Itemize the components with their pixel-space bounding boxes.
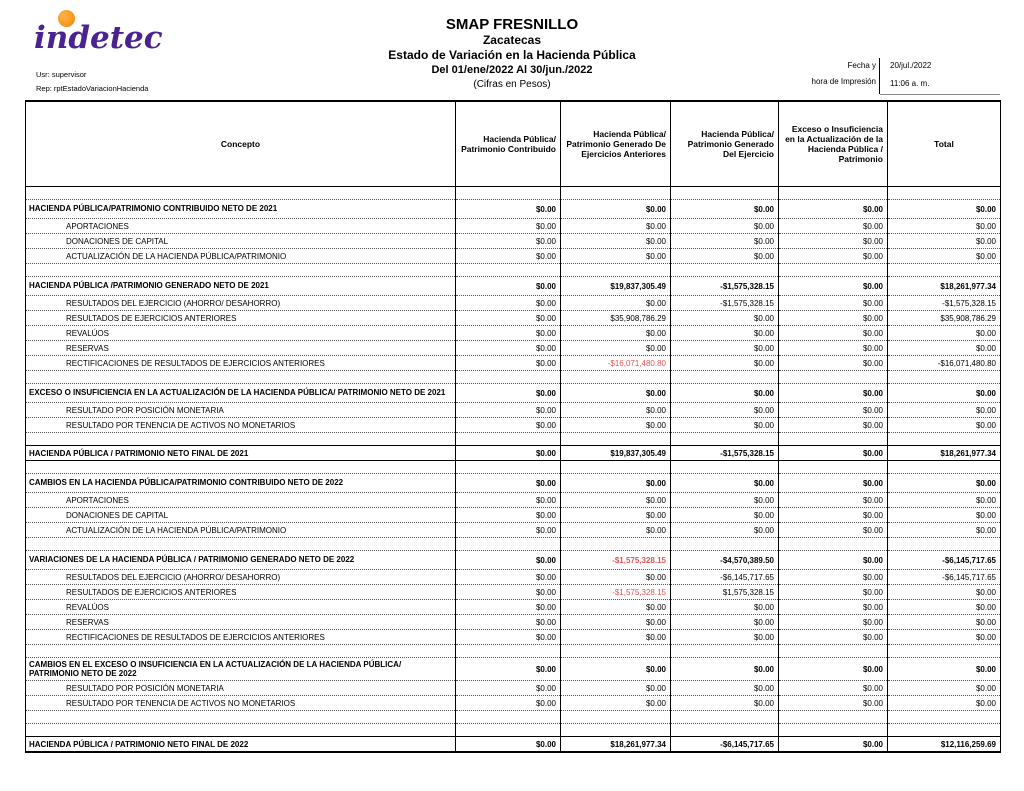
concept-cell [26,187,456,200]
value-cell: -$6,145,717.65 [888,551,1001,570]
value-cell: $0.00 [779,311,888,326]
concept-cell: RESULTADOS DE EJERCICIOS ANTERIORES [26,311,456,326]
value-cell: $0.00 [561,600,671,615]
value-cell [671,711,779,724]
concept-cell: HACIENDA PÚBLICA /PATRIMONIO GENERADO NETO DE 2021 [26,277,456,296]
value-cell: $0.00 [779,681,888,696]
value-cell: $0.00 [456,219,561,234]
concept-cell: REVALÚOS [26,600,456,615]
value-cell: -$6,145,717.65 [671,570,779,585]
concept-cell: REVALÚOS [26,326,456,341]
column-header: Total [888,101,1001,187]
concept-cell: APORTACIONES [26,493,456,508]
value-cell [888,711,1001,724]
concept-cell: RESULTADOS DE EJERCICIOS ANTERIORES [26,585,456,600]
spacer-row [26,461,1001,474]
table-header [26,101,1001,187]
concept-cell: RESULTADOS DEL EJERCICIO (AHORRO/ DESAHORRO) [26,296,456,311]
concept-cell: RECTIFICACIONES DE RESULTADOS DE EJERCICIOS ANTERIORES [26,356,456,371]
value-cell: $0.00 [888,418,1001,433]
report-name: Estado de Variación en la Hacienda Pública [388,47,636,62]
value-cell [779,187,888,200]
value-cell [779,538,888,551]
spacer-row [26,433,1001,446]
value-cell [456,264,561,277]
value-cell: $0.00 [779,585,888,600]
value-cell: $0.00 [561,630,671,645]
value-cell: $0.00 [779,696,888,711]
value-cell: $0.00 [779,219,888,234]
concept-cell: ACTUALIZACIÓN DE LA HACIENDA PÚBLICA/PATRIMONIO [26,523,456,538]
table-row [26,356,1001,371]
value-cell: $0.00 [561,249,671,264]
value-cell: -$1,575,328.15 [888,296,1001,311]
value-cell: $18,261,977.34 [888,277,1001,296]
value-cell [671,187,779,200]
logo-text: indetec [34,20,163,56]
value-cell [456,724,561,737]
value-cell [888,538,1001,551]
value-cell: -$4,570,389.50 [671,551,779,570]
value-cell: $0.00 [671,630,779,645]
value-cell [456,461,561,474]
value-cell: $0.00 [671,326,779,341]
spacer-row [26,187,1001,200]
value-cell: $0.00 [671,249,779,264]
value-cell [456,187,561,200]
spacer-row [26,371,1001,384]
value-cell: $0.00 [561,219,671,234]
concept-cell: VARIACIONES DE LA HACIENDA PÚBLICA / PATRIMONIO GENERADO NETO DE 2022 [26,551,456,570]
value-cell [561,433,671,446]
value-cell: $0.00 [561,681,671,696]
concept-cell: RESERVAS [26,341,456,356]
concept-cell [26,371,456,384]
value-cell: $0.00 [456,508,561,523]
concept-cell: RESULTADO POR TENENCIA DE ACTIVOS NO MONETARIOS [26,696,456,711]
value-cell: $12,116,259.69 [888,737,1001,753]
column-header: Hacienda Pública/ Patrimonio Generado De Ejercicios Anteriores [561,101,671,187]
concept-cell: RECTIFICACIONES DE RESULTADOS DE EJERCICIOS ANTERIORES [26,630,456,645]
value-cell: $0.00 [671,341,779,356]
table-row [26,219,1001,234]
table-row [26,615,1001,630]
value-cell: $0.00 [779,737,888,753]
value-cell: $0.00 [456,296,561,311]
concept-cell [26,711,456,724]
value-cell: $0.00 [671,681,779,696]
value-cell: -$1,575,328.15 [671,277,779,296]
value-cell: $0.00 [888,474,1001,493]
value-cell: $0.00 [888,696,1001,711]
value-cell: -$6,145,717.65 [888,570,1001,585]
value-cell: $1,575,328.15 [671,585,779,600]
value-cell: $0.00 [456,446,561,461]
value-cell [671,433,779,446]
value-cell: $0.00 [888,585,1001,600]
value-cell: $0.00 [779,234,888,249]
value-cell: $0.00 [779,356,888,371]
value-cell: $0.00 [779,296,888,311]
table-row [26,493,1001,508]
table-row [26,523,1001,538]
value-cell: $0.00 [456,418,561,433]
value-cell [456,711,561,724]
value-cell: -$1,575,328.15 [561,551,671,570]
value-cell [888,461,1001,474]
value-cell [561,711,671,724]
value-cell: $0.00 [779,523,888,538]
value-cell: $0.00 [779,200,888,219]
concept-cell: RESULTADO POR TENENCIA DE ACTIVOS NO MONETARIOS [26,418,456,433]
variation-table [25,100,1001,753]
value-cell: $0.00 [888,508,1001,523]
value-cell: $0.00 [779,446,888,461]
value-cell: $0.00 [561,341,671,356]
value-cell: $0.00 [671,200,779,219]
value-cell: $0.00 [888,658,1001,681]
value-cell: $35,908,786.29 [888,311,1001,326]
print-label-line1: Fecha y [847,61,876,70]
value-cell [561,538,671,551]
value-cell: $0.00 [456,630,561,645]
value-cell: $0.00 [456,200,561,219]
value-cell: $0.00 [561,658,671,681]
value-cell [779,371,888,384]
value-cell: $0.00 [456,615,561,630]
value-cell: $0.00 [888,403,1001,418]
value-cell: $0.00 [456,384,561,403]
spacer-row [26,645,1001,658]
value-cell: $0.00 [561,403,671,418]
table-row [26,249,1001,264]
value-cell: $0.00 [888,384,1001,403]
table-row [26,570,1001,585]
value-cell: $0.00 [456,341,561,356]
value-cell [561,187,671,200]
value-cell [888,645,1001,658]
table-row [26,681,1001,696]
value-cell: $0.00 [561,570,671,585]
value-cell: $0.00 [779,551,888,570]
value-cell: -$6,145,717.65 [671,737,779,753]
value-cell: $0.00 [671,508,779,523]
value-cell: $0.00 [456,658,561,681]
value-cell: $0.00 [456,600,561,615]
value-cell: $0.00 [561,508,671,523]
value-cell [671,538,779,551]
value-cell: $0.00 [561,523,671,538]
value-cell: $0.00 [671,356,779,371]
value-cell: $0.00 [888,523,1001,538]
value-cell: $0.00 [888,249,1001,264]
table-row [26,234,1001,249]
value-cell: $0.00 [779,277,888,296]
value-cell: $0.00 [671,523,779,538]
concept-cell [26,645,456,658]
value-cell [888,264,1001,277]
table-row [26,696,1001,711]
value-cell [779,433,888,446]
value-cell [888,371,1001,384]
report-units: (Cifras en Pesos) [473,78,551,90]
concept-cell: APORTACIONES [26,219,456,234]
value-cell: $19,837,305.49 [561,446,671,461]
value-cell: $0.00 [888,326,1001,341]
value-cell: $0.00 [779,403,888,418]
concept-cell: RESULTADO POR POSICIÓN MONETARIA [26,681,456,696]
value-cell: $0.00 [779,493,888,508]
value-cell: $0.00 [671,311,779,326]
value-cell: $0.00 [561,234,671,249]
value-cell [561,461,671,474]
spacer-row [26,538,1001,551]
value-cell: $0.00 [456,493,561,508]
concept-cell [26,724,456,737]
value-cell [671,461,779,474]
value-cell: $0.00 [456,403,561,418]
table-row [26,600,1001,615]
value-cell: $0.00 [671,658,779,681]
concept-cell: RESULTADOS DEL EJERCICIO (AHORRO/ DESAHORRO) [26,570,456,585]
table-row [26,418,1001,433]
concept-cell: DONACIONES DE CAPITAL [26,508,456,523]
value-cell [779,711,888,724]
value-cell [671,371,779,384]
value-cell: $0.00 [779,341,888,356]
value-cell [561,264,671,277]
value-cell: -$1,575,328.15 [671,296,779,311]
value-cell: $0.00 [456,474,561,493]
concept-cell [26,264,456,277]
value-cell: $0.00 [456,523,561,538]
concept-cell: ACTUALIZACIÓN DE LA HACIENDA PÚBLICA/PATRIMONIO [26,249,456,264]
table-row [26,384,1001,403]
report-id-label: Rep: rptEstadoVariacionHacienda [36,84,149,93]
value-cell: $0.00 [456,737,561,753]
value-cell: $0.00 [456,311,561,326]
table-row [26,277,1001,296]
value-cell [779,461,888,474]
value-cell: $0.00 [888,630,1001,645]
value-cell [779,724,888,737]
value-cell: -$16,071,480.80 [888,356,1001,371]
value-cell: $0.00 [671,403,779,418]
value-cell [456,433,561,446]
value-cell: $0.00 [779,384,888,403]
value-cell [888,433,1001,446]
concept-cell: HACIENDA PÚBLICA / PATRIMONIO NETO FINAL DE 2021 [26,446,456,461]
print-date: 20/jul./2022 [890,61,932,70]
value-cell: $0.00 [671,493,779,508]
value-cell: $0.00 [456,551,561,570]
table-row [26,658,1001,681]
value-cell [779,264,888,277]
value-cell: -$1,575,328.15 [561,585,671,600]
value-cell: $0.00 [888,600,1001,615]
concept-cell: EXCESO O INSUFICIENCIA EN LA ACTUALIZACIÓN DE LA HACIENDA PÚBLICA/ PATRIMONIO NETO DE 2021 [26,384,456,403]
value-cell: $0.00 [671,418,779,433]
value-cell: $0.00 [561,200,671,219]
concept-cell: RESULTADO POR POSICIÓN MONETARIA [26,403,456,418]
value-cell: $0.00 [671,615,779,630]
column-header: Concepto [26,101,456,187]
value-cell [888,187,1001,200]
table-row [26,585,1001,600]
value-cell: $0.00 [779,600,888,615]
column-header: Exceso o Insuficiencia en la Actualización de la Hacienda Pública / Patrimonio [779,101,888,187]
value-cell: $0.00 [888,615,1001,630]
table-row [26,403,1001,418]
value-cell: $0.00 [456,356,561,371]
print-time: 11:06 a. m. [890,79,930,88]
value-cell: $0.00 [456,585,561,600]
value-cell: $0.00 [456,681,561,696]
value-cell [779,645,888,658]
table-row [26,341,1001,356]
value-cell: $0.00 [671,219,779,234]
value-cell: $0.00 [888,493,1001,508]
entity-state: Zacatecas [482,33,542,48]
value-cell: $18,261,977.34 [888,446,1001,461]
table-row [26,296,1001,311]
concept-cell: CAMBIOS EN EL EXCESO O INSUFICIENCIA EN LA ACTUALIZACIÓN DE LA HACIENDA PÚBLICA/ PATRIMONIO NETO DE 2022 [26,658,456,681]
table-row [26,446,1001,461]
value-cell: $0.00 [779,615,888,630]
concept-cell: HACIENDA PÚBLICA / PATRIMONIO NETO FINAL DE 2022 [26,737,456,753]
table-row [26,551,1001,570]
value-cell [456,538,561,551]
value-cell [671,724,779,737]
value-cell: $0.00 [561,384,671,403]
value-cell: -$16,071,480.80 [561,356,671,371]
column-header: Hacienda Pública/ Patrimonio Generado Del Ejercicio [671,101,779,187]
value-cell: $35,908,786.29 [561,311,671,326]
value-cell: $0.00 [888,681,1001,696]
concept-cell [26,461,456,474]
value-cell: $0.00 [671,474,779,493]
value-cell: $0.00 [671,600,779,615]
table-row [26,737,1001,753]
value-cell: $18,261,977.34 [561,737,671,753]
value-cell: $0.00 [779,630,888,645]
value-cell: $0.00 [561,326,671,341]
table-row [26,311,1001,326]
table-row [26,474,1001,493]
value-cell: $0.00 [561,615,671,630]
value-cell: $0.00 [779,658,888,681]
concept-cell: RESERVAS [26,615,456,630]
value-cell [671,645,779,658]
table-row [26,508,1001,523]
spacer-row [26,264,1001,277]
title-block [262,16,762,91]
table-row [26,630,1001,645]
value-cell: $0.00 [456,696,561,711]
value-cell: $0.00 [779,418,888,433]
value-cell: -$1,575,328.15 [671,446,779,461]
value-cell [888,724,1001,737]
value-cell: $0.00 [888,219,1001,234]
print-label-line2: hora de Impresión [811,77,876,86]
concept-cell: DONACIONES DE CAPITAL [26,234,456,249]
value-cell: $0.00 [561,418,671,433]
value-cell: $0.00 [779,474,888,493]
value-cell: $0.00 [561,493,671,508]
value-cell: $0.00 [888,200,1001,219]
value-cell: $0.00 [779,249,888,264]
value-cell: $0.00 [456,234,561,249]
print-info-labels [766,58,876,90]
value-cell [561,645,671,658]
concept-cell [26,433,456,446]
value-cell [561,724,671,737]
value-cell [456,371,561,384]
value-cell: $0.00 [561,296,671,311]
value-cell: $0.00 [456,326,561,341]
value-cell: $0.00 [671,696,779,711]
value-cell: $19,837,305.49 [561,277,671,296]
value-cell: $0.00 [561,696,671,711]
value-cell: $0.00 [779,570,888,585]
table-row [26,326,1001,341]
value-cell: $0.00 [456,249,561,264]
concept-cell: HACIENDA PÚBLICA/PATRIMONIO CONTRIBUIDO NETO DE 2021 [26,200,456,219]
value-cell [671,264,779,277]
value-cell [456,645,561,658]
concept-cell [26,538,456,551]
value-cell: $0.00 [779,508,888,523]
print-info-values [880,58,1000,95]
value-cell: $0.00 [888,341,1001,356]
value-cell: $0.00 [456,570,561,585]
column-header: Hacienda Pública/ Patrimonio Contribuido [456,101,561,187]
value-cell: $0.00 [671,384,779,403]
spacer-row [26,724,1001,737]
value-cell: $0.00 [456,277,561,296]
value-cell [561,371,671,384]
indetec-logo [34,14,184,60]
spacer-row [26,711,1001,724]
value-cell: $0.00 [779,326,888,341]
value-cell: $0.00 [561,474,671,493]
report-period: Del 01/ene/2022 Al 30/jun./2022 [431,64,593,77]
concept-cell: CAMBIOS EN LA HACIENDA PÚBLICA/PATRIMONIO CONTRIBUIDO NETO DE 2022 [26,474,456,493]
user-label: Usr: supervisor [36,70,87,79]
table-row [26,200,1001,219]
value-cell: $0.00 [671,234,779,249]
entity-title: SMAP FRESNILLO [445,16,579,33]
value-cell: $0.00 [888,234,1001,249]
